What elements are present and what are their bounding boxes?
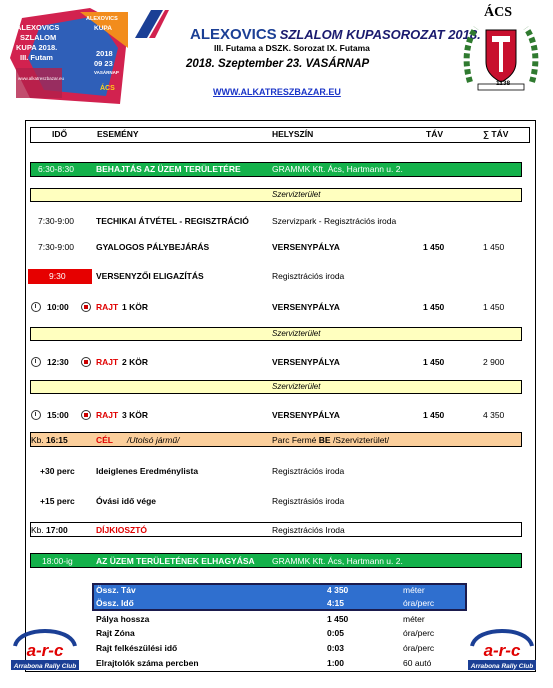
row-results-time: +30 perc — [40, 466, 75, 476]
summary-unit-3: óra/perc — [403, 628, 435, 638]
row-finish-time-pre: Kb. — [31, 435, 44, 445]
poster-kupa: KUPA — [94, 25, 112, 32]
row-briefing-place: Regisztrációs iroda — [272, 271, 345, 281]
arc-club: Arrabona Rally Club — [470, 663, 534, 670]
service-label: Szervizterület — [272, 190, 321, 199]
row-award-time: 17:00 — [46, 525, 68, 535]
row-award-place: Regisztrációs Iroda — [272, 525, 345, 535]
arc-text: a-r-c — [26, 641, 64, 660]
page-subtitle: III. Futama a DSZK. Sorozat IX. Futama — [214, 43, 370, 53]
row-award-event: DÍJKIOSZTÓ — [96, 525, 148, 535]
poster-line-2: SZLALOM — [20, 33, 57, 42]
event-date: 2018. Szeptember 23. VASÁRNAP — [186, 58, 370, 70]
service-label: Szervizterület — [272, 382, 321, 391]
row-lap3-event: 3 KÖR — [122, 410, 148, 420]
start-flag-icon — [81, 410, 91, 420]
summary-label-2: Pálya hossza — [96, 614, 150, 624]
place-pre: Parc Fermé — [272, 435, 319, 445]
arrabona-rally-club-logo-right — [466, 620, 538, 678]
summary-label-3: Rajt Zóna — [96, 628, 135, 638]
town-name: ÁCS — [484, 5, 513, 20]
row-walk-event: GYALOGOS PÁLYBEJÁRÁS — [96, 242, 210, 252]
clock-icon — [31, 357, 41, 367]
summary-unit-1: óra/perc — [403, 598, 435, 608]
row-exit-event: AZ ÜZEM TERÜLETÉNEK ELHAGYÁSA — [96, 556, 255, 566]
row-finish-place — [272, 435, 389, 445]
row-lap1-place: VERSENYPÁLYA — [272, 302, 340, 312]
place-be: BE — [318, 435, 331, 445]
summary-unit-2: méter — [403, 614, 425, 624]
summary-label-0: Össz. Táv — [96, 585, 136, 595]
row-exit-place: GRAMMK Kft. Ács, Hartmann u. 2. — [272, 556, 403, 566]
poster-site: www.alkatreszbazar.eu — [18, 76, 65, 81]
row-checkin-place: Szervizpark - Regisztrációs iroda — [272, 216, 397, 226]
place-post: /Szervizterület/ — [330, 435, 390, 445]
col-sum-tav: ∑ TÁV — [483, 129, 509, 139]
column-header-row — [30, 127, 530, 143]
col-esemeny: ESEMÉNY — [97, 129, 139, 139]
summary-unit-4: óra/perc — [403, 643, 435, 653]
summary-label-1: Össz. Idő — [96, 598, 134, 608]
arrabona-rally-club-logo-left — [9, 620, 81, 678]
row-exit-time: 18:00-ig — [42, 556, 73, 566]
row-lap1-time: 10:00 — [47, 302, 69, 312]
row-finish-time: 16:15 — [46, 435, 68, 445]
row-protest-event: Óvási idő vége — [96, 496, 156, 506]
row-checkin-time: 7:30-9:00 — [38, 216, 74, 226]
page-title — [190, 26, 481, 43]
col-ido: IDŐ — [52, 129, 68, 139]
summary-value-1: 4:15 — [327, 598, 345, 608]
event-poster-logo — [10, 8, 128, 104]
summary-label-5: Elrajtolók száma percben — [96, 658, 199, 668]
poster-line-4: III. Futam — [20, 53, 53, 62]
row-finish-note: /Utolsó jármű/ — [127, 435, 180, 445]
row-lap1-event: 1 KÖR — [122, 302, 148, 312]
summary-label-4: Rajt felkészülési idő — [96, 643, 178, 653]
row-briefing-time: 9:30 — [49, 271, 66, 281]
row-lap3-tav: 1 450 — [423, 410, 445, 420]
poster-line-1: ALEXOVICS — [16, 23, 60, 32]
start-flag-icon — [81, 302, 91, 312]
title-text: SZLALOM KUPASOROZAT 2018. — [279, 27, 481, 42]
summary-value-4: 0:03 — [327, 643, 345, 653]
row-walk-tav: 1 450 — [423, 242, 445, 252]
row-protest-time: +15 perc — [40, 496, 75, 506]
row-lap2-sum: 2 900 — [483, 357, 505, 367]
poster-year: 2018 — [96, 49, 113, 58]
row-entry-time: 6:30-8:30 — [38, 164, 74, 174]
summary-value-2: 1 450 — [327, 614, 349, 624]
clock-icon — [31, 302, 41, 312]
row-lap3-place: VERSENYPÁLYA — [272, 410, 340, 420]
row-lap1-tav: 1 450 — [423, 302, 445, 312]
alexovics-logo-icon — [133, 8, 188, 42]
arc-club: Arrabona Rally Club — [13, 663, 77, 670]
poster-town: ÁCS — [100, 85, 115, 92]
town-founding-year: 1138 — [496, 80, 511, 87]
row-checkin-event: TECHIKAI ÁTVÉTEL - REGISZTRÁCIÓ — [96, 216, 249, 226]
summary-value-3: 0:05 — [327, 628, 345, 638]
summary-value-5: 1:00 — [327, 658, 345, 668]
row-lap3-rajt: RAJT — [96, 410, 119, 420]
row-walk-place: VERSENYPÁLYA — [272, 242, 340, 252]
col-helyszin: HELYSZÍN — [272, 129, 314, 139]
row-results-event: Ideiglenes Eredménylista — [96, 466, 199, 476]
poster-brand: ALEXOVICS — [86, 16, 118, 22]
summary-unit-5: 60 autó — [403, 658, 432, 668]
poster-date: 09 23 — [94, 59, 113, 68]
row-walk-sum: 1 450 — [483, 242, 505, 252]
row-lap2-tav: 1 450 — [423, 357, 445, 367]
row-lap2-time: 12:30 — [47, 357, 69, 367]
row-finish-cel: CÉL — [96, 435, 113, 445]
row-results-place: Regisztrációs iroda — [272, 466, 345, 476]
brand-name: ALEXOVICS — [190, 26, 277, 43]
website-link[interactable]: WWW.ALKATRESZBAZAR.EU — [213, 87, 341, 97]
summary-value-0: 4 350 — [327, 585, 349, 595]
row-entry-place: GRAMMK Kft. Ács, Hartmann u. 2. — [272, 164, 403, 174]
row-lap2-event: 2 KÖR — [122, 357, 148, 367]
poster-day: VASÁRNAP — [94, 70, 119, 75]
row-lap2-place: VERSENYPÁLYA — [272, 357, 340, 367]
row-lap2-rajt: RAJT — [96, 357, 119, 367]
row-protest-place: Regisztrásiós iroda — [272, 496, 345, 506]
service-label: Szervizterület — [272, 329, 321, 338]
summary-unit-0: méter — [403, 585, 425, 595]
poster-line-3: KUPA 2018. — [16, 43, 58, 52]
clock-icon — [31, 410, 41, 420]
row-lap3-sum: 4 350 — [483, 410, 505, 420]
arc-text: a-r-c — [483, 641, 521, 660]
row-walk-time: 7:30-9:00 — [38, 242, 74, 252]
col-tav: TÁV — [426, 129, 443, 139]
row-briefing-event: VERSENYZŐI ELIGAZÍTÁS — [96, 271, 204, 281]
start-flag-icon — [81, 357, 91, 367]
row-award-time-pre: Kb. — [31, 525, 44, 535]
row-lap1-rajt: RAJT — [96, 302, 119, 312]
row-entry-event: BEHAJTÁS AZ ÜZEM TERÜLETÉRE — [96, 164, 241, 174]
row-lap3-time: 15:00 — [47, 410, 69, 420]
row-lap1-sum: 1 450 — [483, 302, 505, 312]
